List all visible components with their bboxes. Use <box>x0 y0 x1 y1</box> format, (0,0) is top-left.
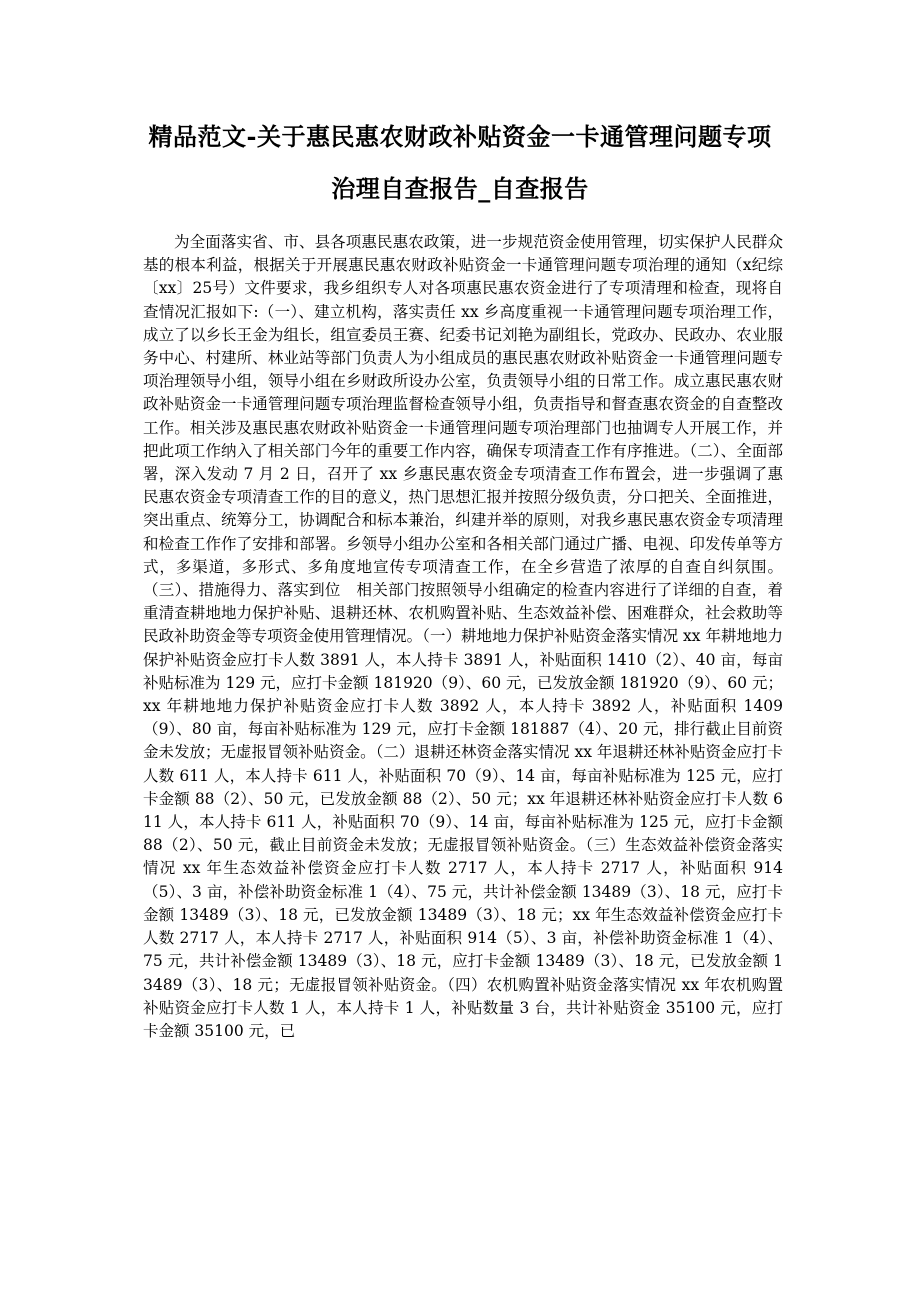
document-body-paragraph: 为全面落实省、市、县各项惠民惠农政策，进一步规范资金使用管理，切实保护人民群众基的根本利益，根据关于开展惠民惠农财政补贴资金一卡通管理问题专项治理的通知（x纪综〔xx〕25号）文件要求，我乡组织专人对各项惠民惠农资金进行了专项清理和检查，现将自查情况汇报如下:（一）、建立机构，落实责任 xx 乡高度重视一卡通管理问题专项治理工作，成立了以乡长王金为组长，组宣委员王赛、纪委书记刘艳为副组长，党政办、民政办、农业服务中心、村建所、林业站等部门负责人为小组成员的惠民惠农财政补贴资金一卡通管理问题专项治理领导小组，领导小组在乡财政所设办公室，负责领导小组的日常工作。成立惠民惠农财政补贴资金一卡通管理问题专项治理监督检查领导小组，负责指导和督查惠农资金的自查整改工作。相关涉及惠民惠农财政补贴资金一卡通管理问题专项治理部门也抽调专人开展工作，并把此项工作纳入了相关部门今年的重要工作内容，确保专项清查工作有序推进。（二）、全面部署，深入发动 7 月 2 日，召开了 xx 乡惠民惠农资金专项清查工作布置会，进一步强调了惠民惠农资金专项清查工作的目的意义，热门思想汇报并按照分级负责，分口把关、全面推进，突出重点、统筹分工，协调配合和标本兼治，纠建并举的原则，对我乡惠民惠农资金专项清理和检查工作作了安排和部署。乡领导小组办公室和各相关部门通过广播、电视、印发传单等方式，多渠道，多形式、多角度地宣传专项清查工作，在全乡营造了浓厚的自查自纠氛围。（三）、措施得力、落实到位 相关部门按照领导小组确定的检查内容进行了详细的自查，着重清查耕地地力保护补贴、退耕还林、农机购置补贴、生态效益补偿、困难群众，社会救助等民政补助资金等专项资金使用管理情况。（一）耕地地力保护补贴资金落实情况 xx 年耕地地力保护补贴资金应打卡人数 3891 人，本人持卡 3891 人，补贴面积 1410（2）、40 亩，每亩补贴标准为 129 元，应打卡金额 181920（9）、60 元，已发放金额 181920（9）、60 元；xx 年耕地地力保护补贴资金应打卡人数 3892 人，本人持卡 3892 人，补贴面积 1409（9）、80 亩，每亩补贴标准为 129 元，应打卡金额 181887（4）、20 元，排行截止目前资金未发放；无虚报冒领补贴资金。（二）退耕还林资金落实情况 xx 年退耕还林补贴资金应打卡人数 611 人，本人持卡 611 人，补贴面积 70（9）、14 亩，每亩补贴标准为 125 元，应打卡金额 88（2）、50 元，已发放金额 88（2）、50 元；xx 年退耕还林补贴资金应打卡人数 611 人，本人持卡 611 人，补贴面积 70（9）、14 亩，每亩补贴标准为 125 元，应打卡金额 88（2）、50 元，截止目前资金未发放；无虚报冒领补贴资金。（三）生态效益补偿资金落实情况 xx 年生态效益补偿资金应打卡人数 2717 人，本人持卡 2717 人，补贴面积 914（5）、3 亩，补偿补助资金标准 1（4）、75 元，共计补偿金额 13489（3）、18 元，应打卡金额 13489（3）、18 元，已发放金额 13489（3）、18 元；xx 年生态效益补偿资金应打卡人数 2717 人，本人持卡 2717 人，补贴面积 914（5）、3 亩，补偿补助资金标准 1（4）、75 元，共计补偿金额 13489（3）、18 元，应打卡金额 13489（3）、18 元，已发放金额 13489（3）、18 元；无虚报冒领补贴资金。（四）农机购置补贴资金落实情况 xx 年农机购置补贴资金应打卡人数 1 人，本人持卡 1 人，补贴数量 3 台，共计补贴资金 35100 元，应打卡金额 35100 元，已 <box>143 233 783 1040</box>
document-title-line-2: 治理自查报告_自查报告 <box>331 174 589 203</box>
document-title-line-1: 精品范文-关于惠民惠农财政补贴资金一卡通管理问题专项 <box>148 122 772 151</box>
